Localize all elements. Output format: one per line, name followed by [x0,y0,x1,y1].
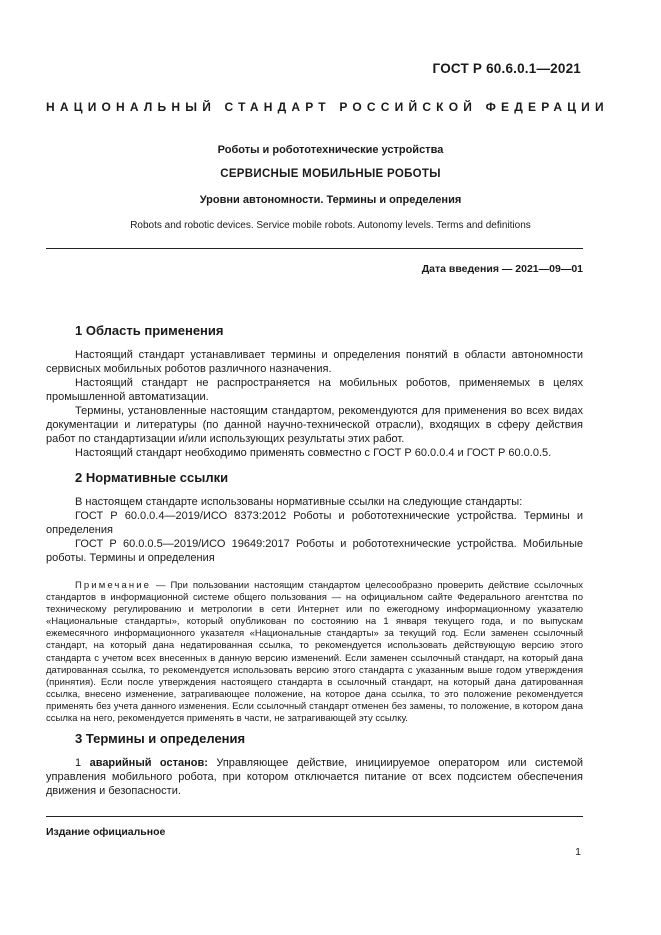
reference-item: ГОСТ Р 60.0.0.4—2019/ИСО 8373:2012 Роботы и робототехнические устройства. Термины и определения [46,510,583,536]
page-number: 1 [575,846,581,858]
section-1-heading: 1 Область применения [75,323,224,338]
section-3-heading: 3 Термины и определения [75,731,246,746]
term-definition: Управляющее действие, инициируемое оператором или системой управления мобильного робота, при котором отключается питание от всех подсистем обеспечения движения и безопасности. [46,757,583,797]
standard-code: ГОСТ Р 60.6.0.1—2021 [432,61,581,76]
section-2-body [46,495,583,565]
note-block [46,580,583,725]
term-number: 1 [75,757,82,769]
title-main: СЕРВИСНЫЕ МОБИЛЬНЫЕ РОБОТЫ [220,168,441,180]
title-english: Robots and robotic devices. Service mobile robots. Autonomy levels. Terms and definitions [130,220,531,231]
title-group: Роботы и робототехнические устройства [217,144,444,156]
national-standard-banner: НАЦИОНАЛЬНЫЙ СТАНДАРТ РОССИЙСКОЙ ФЕДЕРАЦИИ [46,100,609,114]
section-3-body [46,756,583,798]
title-sub: Уровни автономности. Термины и определения [199,194,462,206]
edition-label: Издание официальное [46,826,166,838]
paragraph: Термины, установленные настоящим стандартом, рекомендуются для применения во всех видах документации и литературы (по данной научно-технической отрасли), входящих в сферу действия работ по стандартизации и/или использующих результаты этих работ. [46,405,583,445]
footer-divider [46,816,583,817]
reference-item: ГОСТ Р 60.0.0.5—2019/ИСО 19649:2017 Роботы и робототехнические устройства. Мобильные роботы. Термины и определения [46,538,583,564]
section-1-body [46,348,583,460]
paragraph: Настоящий стандарт устанавливает термины и определения понятий в области автономности сервисных мобильных роботов различного назначения. [46,349,583,375]
term-entry [46,756,583,798]
paragraph: В настоящем стандарте использованы нормативные ссылки на следующие стандарты: [75,496,523,508]
term-name: аварийный останов: [89,757,208,769]
note-text: — При пользовании настоящим стандартом целесообразно проверить действие ссылочных стандартов в информационной системе общего пользования — на официальном сайте Федерального агентства по техническому регулированию и метрологии в сети Интернет или по ежегодному информационному указателю «Национальные стандарты», который опубликован по состоянию на 1 января текущего года, и по выпускам ежемесячного информационного указателя «Национальные стандарты» за текущий год. Если заменен ссылочный стандарт, на который дана недатированная ссылка, то рекомендуется использовать действующую версию этого стандарта с учетом всех внесенных в данную версию изменений. Если заменен ссылочный стандарт, на который дана датированная ссылка, то рекомендуется использовать версию этого стандарта с указанным выше годом утверждения (принятия). Если после утверждения настоящего стандарта в ссылочный стандарт, на который дана датированная ссылка, внесено изменение, затрагивающее положение, на которое дана ссылка, то это положение рекомендуется применять без учета данного изменения. Если ссылочный стандарт отменен без замены, то положение, в котором дана ссылка на него, рекомендуется применять в части, не затрагивающей эту ссылку. [46,580,583,725]
section-2-heading: 2 Нормативные ссылки [75,470,229,485]
note-label: Примечание [75,580,151,591]
title-divider [46,248,583,249]
paragraph: Настоящий стандарт необходимо применять совместно с ГОСТ Р 60.0.0.4 и ГОСТ Р 60.0.0.5. [75,447,552,459]
paragraph: Настоящий стандарт не распространяется на мобильных роботов, применяемых в целях промышленной автоматизации. [46,377,583,403]
introduction-date: Дата введения — 2021—09—01 [421,263,583,275]
